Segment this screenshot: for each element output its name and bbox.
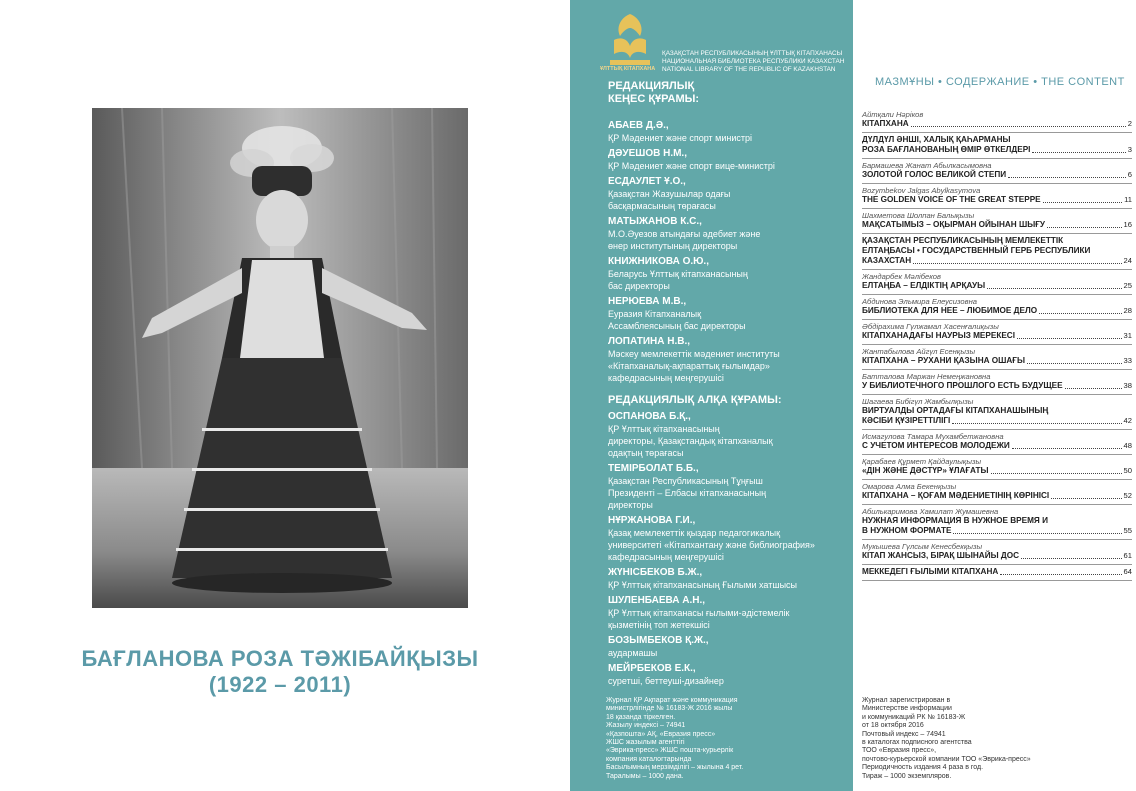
kazakh-imprint — [606, 697, 846, 781]
member-role: одақтың төрағасы — [608, 448, 684, 458]
toc-title: КІТАПХАНА — [862, 119, 909, 128]
toc-title-row — [862, 516, 1132, 526]
imprint-line: Таралымы – 1000 дана. — [606, 772, 684, 780]
toc-page: 2 — [1127, 119, 1132, 128]
toc-separator — [862, 454, 1132, 455]
toc-title: С УЧЕТОМ ИНТЕРЕСОВ МОЛОДЕЖИ — [862, 441, 1010, 450]
toc-page: 52 — [1123, 491, 1132, 500]
imprint-line: ТОО «Евразия пресс», — [862, 747, 937, 755]
council-heading: РЕДАКЦИЯЛЫҚ — [608, 80, 695, 92]
toc-author: Бармашева Жанат Абылкасымовна — [862, 161, 992, 170]
toc-title-row — [862, 551, 1132, 561]
toc-separator — [862, 344, 1132, 345]
imprint-line: в каталогах подписного агентства — [862, 739, 972, 747]
toc-title-row — [862, 281, 1132, 291]
toc-title: НУЖНАЯ ИНФОРМАЦИЯ В НУЖНОЕ ВРЕМЯ И — [862, 516, 1048, 525]
toc-entry — [862, 211, 1132, 230]
toc-leader — [1032, 152, 1125, 153]
member-role: Қазақстан Жазушылар одағы — [608, 189, 731, 199]
toc-leader — [952, 423, 1121, 424]
toc-leader — [1043, 202, 1122, 203]
toc-author: Исмагулова Тамара Мухамбетжановна — [862, 432, 1004, 441]
toc-title-row — [862, 331, 1132, 341]
toc-page: 16 — [1123, 220, 1132, 229]
toc-entry — [862, 397, 1132, 426]
toc-title: КӘСІБИ ҚҰЗІРЕТТІЛІГІ — [862, 416, 951, 425]
member-role: басқармасының төрағасы — [608, 201, 716, 211]
toc-entry — [862, 322, 1132, 341]
toc-title-row — [862, 526, 1132, 536]
toc-leader — [1065, 388, 1122, 389]
toc-leader — [1021, 558, 1122, 559]
toc-entry — [862, 567, 1132, 577]
toc-separator — [862, 504, 1132, 505]
toc-page: 31 — [1123, 331, 1132, 340]
toc-author: Батталова Маржан Немеңжановна — [862, 372, 991, 381]
member-role: ҚР Мәдениет және спорт вице-министрі — [608, 161, 775, 171]
toc-leader — [991, 473, 1122, 474]
member-role: директоры, Қазақстандық кітапханалық — [608, 436, 773, 446]
toc-separator — [862, 132, 1132, 133]
singer-photo — [92, 108, 468, 608]
toc-author: Мукышева Гүлсым Кенесбекқызы — [862, 542, 983, 551]
member-role: университеті «Кітапхантану және библиография» — [608, 540, 815, 550]
toc-page: 6 — [1127, 170, 1132, 179]
imprint-line: ЖШС жазылым агенттігі — [606, 739, 685, 747]
toc-title: БИБЛИОТЕКА ДЛЯ НЕЕ – ЛЮБИМОЕ ДЕЛО — [862, 306, 1038, 315]
member-name: НЕРЮЕВА М.В., — [608, 296, 687, 307]
spacer — [608, 106, 848, 116]
toc-title-row — [862, 356, 1132, 366]
member-name: КНИЖНИКОВА О.Ю., — [608, 256, 709, 267]
member-name: ЛОПАТИНА Н.В., — [608, 336, 691, 347]
toc-separator — [862, 294, 1132, 295]
toc-author: Қарабаев Құрмет Қайдаулықызы — [862, 457, 982, 466]
imprint-line: министрлігінде № 16183-Ж 2016 жылы — [606, 705, 733, 713]
toc-leader — [911, 126, 1126, 127]
member-role: Қазақстан Республикасының Тұңғыш — [608, 476, 763, 486]
imprint-line: Министерстве информации — [862, 705, 952, 713]
toc-page: 11 — [1124, 195, 1132, 204]
toc-title-row — [862, 416, 1132, 426]
toc-title-row — [862, 119, 1132, 129]
member-name: ТЕМІРБОЛАТ Б.Б., — [608, 463, 699, 474]
toc-entry — [862, 186, 1132, 205]
toc-author: Шахметова Шолпан Балықызы — [862, 211, 975, 220]
council-heading: КЕҢЕС ҚҰРАМЫ: — [608, 93, 700, 105]
toc-page: 3 — [1127, 145, 1132, 154]
toc-title-row — [862, 246, 1132, 256]
toc-entry — [862, 297, 1132, 316]
toc-entry — [862, 507, 1132, 536]
logo-caption: ҰЛТТЫҚ КІТАПХАНА — [600, 66, 656, 72]
russian-imprint — [862, 697, 1122, 781]
member-role: кафедрасының меңгерушісі — [608, 552, 724, 562]
toc-leader — [987, 288, 1121, 289]
member-name: МАТЫЖАНОВ К.С., — [608, 216, 702, 227]
member-role: аудармашы — [608, 648, 658, 658]
toc-entry — [862, 110, 1132, 129]
portrait-name: БАҒЛАНОВА РОЗА ТӘЖІБАЙҚЫЗЫ — [81, 646, 479, 671]
toc-author: Абдинова Эльмира Елеусизовна — [862, 297, 977, 306]
toc-title: МЕККЕДЕГІ ҒЫЛЫМИ КІТАПХАНА — [862, 567, 999, 576]
imprint-line: Журнал зарегистрирован в — [862, 697, 951, 704]
member-role: ҚР Мәдениет және спорт министрі — [608, 133, 752, 143]
library-name: ҚАЗАҚСТАН РЕСПУБЛИКАСЫНЫҢ ҰЛТТЫҚ КІТАПХАНАСЫ НАЦИОНАЛЬНАЯ БИБЛИОТЕКА РЕСПУБЛИКИ КАЗАХСТАН NATIONAL LIBRARY OF THE REPUBLIC OF KAZAKHSTAN — [662, 50, 845, 73]
toc-separator — [862, 158, 1132, 159]
toc-title: ДҮЛДҮЛ ӘНШІ, ХАЛЫҚ ҚАҺАРМАНЫ — [862, 135, 1011, 144]
toc-page: 38 — [1123, 381, 1132, 390]
toc-leader — [1051, 498, 1121, 499]
imprint-line: «Эврика-пресс» ЖШС пошта-курьерлік — [606, 747, 734, 755]
toc-title: ҚАЗАҚСТАН РЕСПУБЛИКАСЫНЫҢ МЕМЛЕКЕТТІК — [862, 236, 1064, 245]
toc-title: ЗОЛОТОЙ ГОЛОС ВЕЛИКОЙ СТЕПИ — [862, 170, 1007, 179]
toc-author: Шагаева Бибігүл Жамбылқызы — [862, 397, 974, 406]
toc-author: Омарова Алма Бекенқызы — [862, 482, 957, 491]
member-role: қызметінің топ жетекшісі — [608, 620, 710, 630]
imprint-line: Журнал ҚР Ақпарат және коммуникация — [606, 697, 738, 704]
member-role: ҚР Ұлттық кітапханасы ғылыми-әдістемелік — [608, 608, 790, 618]
imprint-line: Тираж – 1000 экземпляров. — [862, 772, 952, 780]
toc-title: РОЗА БАҒЛАНОВАНЫҢ ӨМІР ӨТКЕЛДЕРІ — [862, 145, 1031, 154]
toc-page: 61 — [1123, 551, 1132, 560]
spacer — [608, 384, 848, 394]
member-name: НҰРЖАНОВА Г.И., — [608, 515, 696, 526]
member-role: суретші, беттеуші-дизайнер — [608, 676, 724, 686]
member-role: өнер институтының директоры — [608, 241, 738, 251]
member-role: Президенті – Елбасы кітапханасының — [608, 488, 767, 498]
toc-title: У БИБЛИОТЕЧНОГО ПРОШЛОГО ЕСТЬ БУДУЩЕЕ — [862, 381, 1063, 390]
member-role: кафедрасының меңгерушісі — [608, 373, 724, 383]
toc-title-row — [862, 170, 1132, 180]
toc-title-row — [862, 441, 1132, 451]
member-name: ДӘУЕШОВ Н.М., — [608, 148, 687, 159]
toc-entry — [862, 161, 1132, 180]
editorial-heading: РЕДАКЦИЯЛЫҚ АЛҚА ҚҰРАМЫ: — [608, 394, 782, 406]
toc-page: 55 — [1123, 526, 1132, 535]
imprint-line: и коммуникаций РК № 16183-Ж — [862, 713, 966, 721]
member-name: БОЗЫМБЕКОВ Қ.Ж., — [608, 635, 709, 646]
toc-title-row — [862, 466, 1132, 476]
imprint-line: Почтовый индекс – 74941 — [862, 730, 946, 738]
toc-separator — [862, 394, 1132, 395]
member-name: ЖҮНІСБЕКОВ Б.Ж., — [608, 567, 703, 578]
member-name: МЕЙРБЕКОВ Е.К., — [608, 663, 696, 674]
toc-separator — [862, 539, 1132, 540]
imprint-line: 18 қазанда тіркелген. — [606, 713, 676, 721]
imprint-line: «Қазпошта» АҚ, «Евразия пресс» — [606, 730, 716, 738]
toc-leader — [1012, 448, 1122, 449]
member-name: АБАЕВ Д.Ә., — [608, 120, 669, 131]
toc-page: 25 — [1123, 281, 1132, 290]
imprint-line: Жазылу индексі – 74941 — [606, 722, 686, 730]
toc-page: 48 — [1123, 441, 1132, 450]
toc-title: КІТАПХАНА – РУХАНИ ҚАЗЫНА ОШАҒЫ — [862, 356, 1025, 365]
toc-leader — [1000, 574, 1121, 575]
member-role: Еуразия Кітапханалық — [608, 309, 702, 319]
imprint-line: почтово-курьерской компании ТОО «Эврика-пресс» — [862, 755, 1031, 763]
toc-title-row — [862, 145, 1132, 155]
toc-entry — [862, 457, 1132, 476]
toc-title: ЕЛТАҢБАСЫ • ГОСУДАРСТВЕННЫЙ ГЕРБ РЕСПУБЛИКИ — [862, 246, 1091, 255]
toc-title: КІТАПХАНА – ҚОҒАМ МӘДЕНИЕТІНІҢ КӨРІНІСІ — [862, 491, 1050, 500]
toc-separator — [862, 269, 1132, 270]
toc-title: КАЗАХСТАН — [862, 256, 912, 265]
toc-page: 24 — [1123, 256, 1132, 265]
toc-separator — [862, 564, 1132, 565]
imprint-line: компания каталогтарында — [606, 755, 692, 763]
member-role: бас директоры — [608, 281, 670, 291]
library-logo-icon — [606, 10, 654, 72]
imprint-line: Периодичность издания 4 раза в год. — [862, 764, 984, 772]
toc-entry — [862, 347, 1132, 366]
member-role: ҚР Ұлттық кітапханасының — [608, 424, 720, 434]
toc-author: Әбдірахима Гүлжамал Хасенғалиқызы — [862, 322, 999, 331]
toc-title-row — [862, 567, 1132, 577]
toc-title-row — [862, 306, 1132, 316]
left-page — [0, 0, 560, 791]
toc-separator — [862, 319, 1132, 320]
toc-page: 33 — [1123, 356, 1132, 365]
toc-title-row — [862, 220, 1132, 230]
toc-page: 28 — [1123, 306, 1132, 315]
toc-entry — [862, 272, 1132, 291]
member-role: «Кітапханалық-ақпараттық ғылымдар» — [608, 361, 770, 371]
toc-separator — [862, 429, 1132, 430]
toc-entry — [862, 542, 1132, 561]
toc-leader — [1039, 313, 1121, 314]
member-role: ҚР Ұлттық кітапханасының Ғылыми хатшысы — [608, 580, 798, 590]
board-list — [608, 80, 848, 687]
toc-title: В НУЖНОМ ФОРМАТЕ — [862, 526, 952, 535]
member-role: директоры — [608, 500, 653, 510]
toc-title: КІТАП ЖАНСЫЗ, БІРАҚ ШЫНАЙЫ ДОС — [862, 551, 1019, 560]
portrait-years: (1922 – 2011) — [208, 672, 352, 697]
toc-leader — [1047, 227, 1122, 228]
toc-page: 42 — [1123, 416, 1132, 425]
member-name: ЕСДАУЛЕТ Ұ.О., — [608, 176, 686, 187]
toc-author: Абилькаримова Хамилат Жумашевна — [862, 507, 999, 516]
toc-separator — [862, 479, 1132, 480]
toc-title-row — [862, 236, 1132, 246]
member-name: ОСПАНОВА Б.Қ., — [608, 411, 691, 422]
toc-separator — [862, 233, 1132, 234]
toc-title: МАҚСАТЫМЫЗ – ОҚЫРМАН ОЙЫНАН ШЫҒУ — [862, 220, 1045, 229]
toc-entry — [862, 372, 1132, 391]
toc-separator — [862, 369, 1132, 370]
toc-leader — [1008, 177, 1126, 178]
member-role: Қазақ мемлекеттік қыздар педагогикалық — [608, 528, 781, 538]
toc-title: «ДІН ЖӘНЕ ДӘСТҮР» ҰЛАҒАТЫ — [862, 466, 989, 475]
toc-title-row — [862, 195, 1132, 205]
toc-page: 50 — [1123, 466, 1132, 475]
toc-header: МАЗМҰНЫ • СОДЕРЖАНИЕ • THE CONTENT — [875, 76, 1125, 88]
member-role: Беларусь Ұлттық кітапханасының — [608, 269, 748, 279]
imprint-line: от 18 октября 2016 — [862, 722, 924, 730]
toc-title: ЕЛТАҢБА – ЕЛДІКТІҢ АРҚАУЫ — [862, 281, 986, 290]
toc-title-row — [862, 135, 1132, 145]
toc-title-row — [862, 491, 1132, 501]
editorial-panel — [570, 0, 853, 791]
toc-leader — [953, 533, 1121, 534]
toc-author: Жантабылова Айгүл Есенқызы — [862, 347, 976, 356]
member-role: Мәскеу мемлекеттік мәдениет институты — [608, 349, 780, 359]
toc-author: Айтқали Нәріков — [862, 110, 924, 119]
imprint-line: Басылымның мерзімділігі – жылына 4 рет. — [606, 764, 744, 772]
toc-leader — [913, 263, 1121, 264]
toc-author: Жандарбек Мәлібеков — [862, 272, 941, 281]
toc-title: THE GOLDEN VOICE OF THE GREAT STEPPE — [862, 195, 1041, 204]
toc-leader — [1027, 363, 1122, 364]
toc-title-row — [862, 406, 1132, 416]
toc-entry — [862, 236, 1132, 266]
toc-leader — [1017, 338, 1122, 339]
toc-entry — [862, 135, 1132, 155]
member-role: Ассамблеясының бас директоры — [608, 321, 746, 331]
toc-separator — [862, 580, 1132, 581]
toc-entry — [862, 482, 1132, 501]
toc-title-row — [862, 381, 1132, 391]
member-role: М.О.Әуезов атындағы әдебиет және — [608, 229, 761, 239]
toc-entry — [862, 432, 1132, 451]
toc-title: ВИРТУАЛДЫ ОРТАДАҒЫ КІТАПХАНАШЫНЫҢ — [862, 406, 1049, 415]
toc-page: 64 — [1123, 567, 1132, 576]
member-name: ШУЛЕНБАЕВА А.Н., — [608, 595, 705, 606]
toc-author: Bozymbekov Jalgas Abylkasymovа — [862, 186, 981, 195]
toc-title-row — [862, 256, 1132, 266]
toc-separator — [862, 183, 1132, 184]
toc-title: КІТАПХАНАДАҒЫ НАУРЫЗ МЕРЕКЕСІ — [862, 331, 1015, 340]
toc-separator — [862, 208, 1132, 209]
